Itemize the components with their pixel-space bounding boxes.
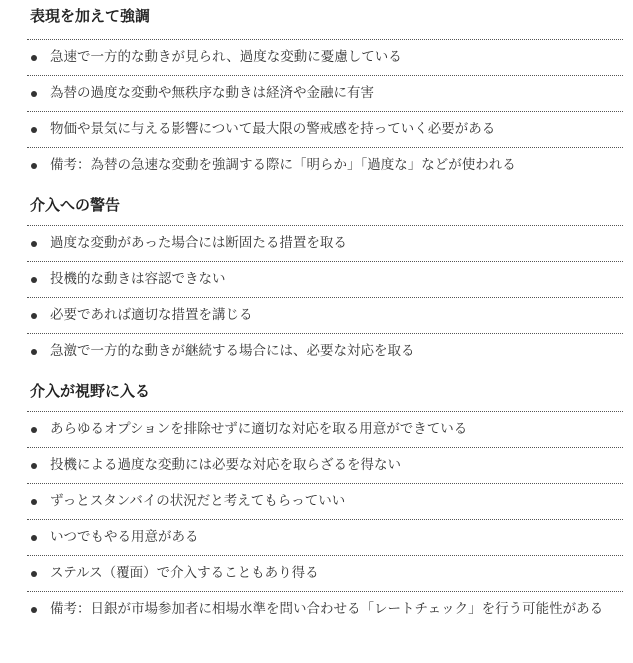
- item-text: 急激で一方的な動きが継続する場合には、必要な対応を取る: [50, 343, 415, 359]
- item-text: 備考：日銀が市場参加者に相場水準を問い合わせる「レートチェック」を行う可能性がある: [50, 601, 604, 617]
- bullet-icon: [31, 241, 37, 247]
- item-list: [27, 225, 623, 369]
- list-item: [27, 592, 623, 620]
- section-heading: 介入への警告: [30, 196, 121, 214]
- item-text: 備考：為替の急速な変動を強調する際に「明らか」「過度な」などが使われる: [50, 157, 516, 173]
- item-text: いつでもやる用意がある: [50, 529, 199, 545]
- bullet-icon: [31, 499, 37, 505]
- list-item: [27, 40, 623, 76]
- list-item: [27, 298, 623, 334]
- section-emphasis: [0, 0, 633, 183]
- bullet-icon: [31, 55, 37, 61]
- item-list: [27, 411, 623, 620]
- list-item: [27, 226, 623, 262]
- bullet-icon: [31, 571, 37, 577]
- item-text: 必要であれば適切な措置を講じる: [50, 307, 253, 323]
- list-item: [27, 112, 623, 148]
- item-text: 物価や景気に与える影響について最大限の警戒感を持っていく必要がある: [50, 121, 496, 137]
- bullet-icon: [31, 535, 37, 541]
- item-text: 投機的な動きは容認できない: [50, 271, 226, 287]
- item-text: ステルス（覆面）で介入することもあり得る: [50, 565, 319, 581]
- list-item: [27, 148, 623, 183]
- bullet-icon: [31, 427, 37, 433]
- item-text: 為替の過度な変動や無秩序な動きは経済や金融に有害: [50, 85, 374, 101]
- item-text: 投機による過度な変動には必要な対応を取らざるを得ない: [50, 457, 401, 473]
- list-item: [27, 334, 623, 369]
- section-warning: [0, 183, 633, 369]
- bullet-icon: [31, 607, 37, 613]
- item-text: ずっとスタンバイの状況だと考えてもらっていい: [50, 493, 346, 509]
- item-text: 急速で一方的な動きが見られ、過度な変動に憂慮している: [50, 49, 402, 65]
- list-item: [27, 484, 623, 520]
- section-heading: 表現を加えて強調: [30, 7, 151, 25]
- list-item: [27, 556, 623, 592]
- list-item: [27, 262, 623, 298]
- bullet-icon: [31, 463, 37, 469]
- bullet-icon: [31, 127, 37, 133]
- list-item: [27, 412, 623, 448]
- list-item: [27, 448, 623, 484]
- list-item: [27, 520, 623, 556]
- section-intervention: [0, 369, 633, 620]
- item-list: [27, 39, 623, 183]
- bullet-icon: [31, 277, 37, 283]
- section-heading: 介入が視野に入る: [30, 382, 151, 400]
- bullet-icon: [31, 91, 37, 97]
- item-text: あらゆるオプションを排除せずに適切な対応を取る用意ができている: [50, 421, 468, 437]
- list-item: [27, 76, 623, 112]
- item-text: 過度な変動があった場合には断固たる措置を取る: [50, 235, 347, 251]
- bullet-icon: [31, 349, 37, 355]
- bullet-icon: [31, 313, 37, 319]
- bullet-icon: [31, 163, 37, 169]
